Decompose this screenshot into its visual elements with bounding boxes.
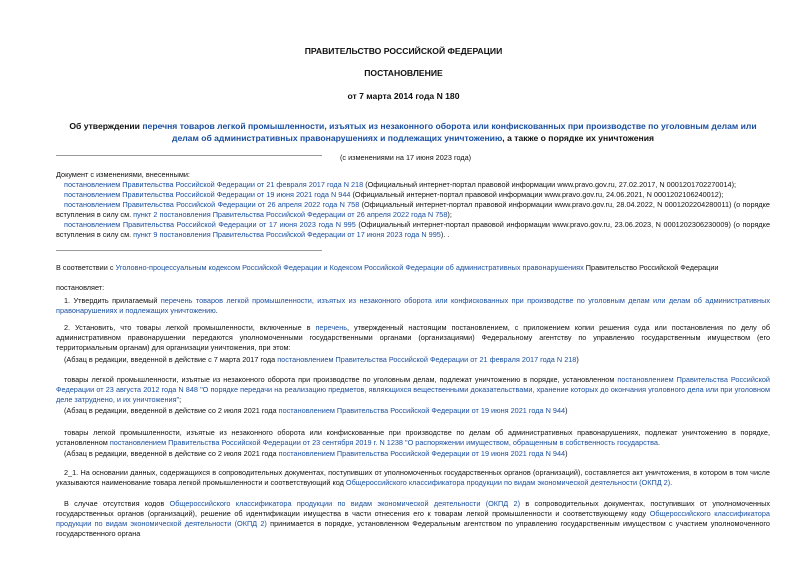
title-link[interactable]: перечня товаров легкой промышленности, изъятых из незаконного оборота или конфискованных при производстве по уголовным делам или делам об административных правонарушениях и подлежащих уничтожению: [142, 121, 757, 144]
paragraph-2-1: 2_1. На основании данных, содержащихся в сопроводительных документах, поступивших от уполномоченных государственных органов (организаций), составляется акт уничтожения, в котором в том числе указываются наименование товара легкой промышленности и соответствующий код Общероссийского классификатора продукции по видам экономической деятельности (ОКПД 2).: [56, 468, 770, 488]
title-prefix: Об утверждении: [69, 121, 143, 131]
amendment-link[interactable]: постановлением Правительства Российской Федерации от 19 июня 2021 года N 944: [64, 190, 351, 200]
amendments-intro: Документ с изменениями, внесенными:: [56, 170, 190, 179]
paragraph-3: товары легкой промышленности, изъятые из незаконного оборота при производстве по уголовным делам, подлежат уничтожению в порядке, установленном постановлением Правительства Российской Федерации от 23 августа 2012 года N 848 "О порядке передачи на реализацию предметов, являющихся вещественными доказательствами, хранение которых до окончания уголовного дела или при уголовном деле затруднено, и их уничтожения";: [56, 375, 770, 405]
amendments-list: [56, 170, 770, 240]
list-link[interactable]: перечень товаров легкой промышленности, изъятых из незаконного оборота или конфискованных при производстве по уголовным делам или делам об административных правонарушениях и подлежащих уничтожению: [56, 296, 770, 316]
paragraph-1: 1. Утвердить прилагаемый перечень товаров легкой промышленности, изъятых из незаконного оборота или конфискованных при производстве по уголовным делам или делам об административных правонарушениях и подлежащих уничтожению.: [56, 296, 770, 316]
amendment-item: постановлением Правительства Российской Федерации от 17 июня 2023 года N 995 (Официальный интернет-портал правовой информации www.pravo.gov.ru, 23.06.2023, N 0001202306230009) (о порядке вступления в силу см. пункт 9 постановления Правительства Российской Федерации от 17 июня 2023 года N 995). .: [56, 220, 771, 240]
amendment-link[interactable]: пункт 2 постановления Правительства Российской Федерации от 26 апреля 2022 года N 758: [133, 210, 448, 220]
okpd-link[interactable]: Общероссийского классификатора продукции по видам экономической деятельности (ОКПД 2): [56, 509, 770, 529]
amendment-item: постановлением Правительства Российской Федерации от 19 июня 2021 года N 944 (Официальный интернет-портал правовой информации www.pravo.gov.ru, 24.06.2021, N 0001202106240012);: [64, 190, 724, 200]
list-link[interactable]: перечень: [315, 323, 348, 332]
paragraph-2: 2. Установить, что товары легкой промышленности, включенные в перечень, утвержденный настоящим постановлением, с приложением копии решения суда или постановления по делу об административном правонарушении передаются уполномоченными государственными органами (организациями) Федеральному агентству по управлению государственным имуществом (его территориальным органам) для организации уничтожения, при этом:: [56, 323, 771, 353]
decree-word: постановляет:: [56, 283, 105, 292]
date-number-heading: от 7 марта 2014 года N 180: [347, 91, 460, 101]
paragraph-okpd: В случае отсутствия кодов Общероссийского классификатора продукции по видам экономической деятельности (ОКПД 2) в сопроводительных документах, поступивших от уполномоченных государственных органов (организаций), решение об идентификации имущества в части отнесения его к товарам легкой промышленности и соответствующему коду Общероссийского классификатора продукции по видам экономической деятельности (ОКПД 2) принимается в порядке, установленном Федеральным агентством по управлению государственным имуществом с участием уполномоченного государственного органа: [56, 499, 770, 539]
decree-link[interactable]: постановлением Правительства Российской Федерации от 23 августа 2012 года N 848 "О порядке передачи на реализацию предметов, являющихся вещественными доказательствами, хранение которых до окончания уголовного дела или при уголовном деле затруднено, и их уничтожения": [56, 375, 770, 405]
edition-link[interactable]: постановлением Правительства Российской Федерации от 21 февраля 2017 года N 218: [277, 355, 577, 364]
revision-note: (с изменениями на 17 июня 2023 года): [340, 153, 472, 162]
edition-link[interactable]: постановлением Правительства Российской Федерации от 19 июня 2021 года N 944: [278, 449, 566, 458]
paragraph-4: товары легкой промышленности, изъятые из незаконного оборота или конфискованные при производстве по делам об административных правонарушениях, подлежат уничтожению в порядке, установленном постановлением Правительства Российской Федерации от 23 сентября 2019 г. N 1238 "О распоряжении имуществом, обращенным в собственность государства.: [56, 428, 770, 448]
title-suffix: , а также о порядке их уничтожения: [502, 133, 654, 144]
document-title: [56, 120, 770, 145]
amendment-link[interactable]: постановлением Правительства Российской Федерации от 26 апреля 2022 года N 758: [64, 200, 360, 210]
edition-link[interactable]: постановлением Правительства Российской Федерации от 19 июня 2021 года N 944: [278, 406, 566, 415]
amendment-link[interactable]: пункт 9 постановления Правительства Российской Федерации от 17 июня 2023 года N 995: [133, 230, 441, 240]
decree-link[interactable]: постановлением Правительства Российской Федерации от 23 сентября 2019 г. N 1238 "О распоряжении имуществом, обращенным в собственность государства: [109, 438, 658, 448]
amendment-item: постановлением Правительства Российской Федерации от 21 февраля 2017 года N 218 (Официальный интернет-портал правовой информации www.pravo.gov.ru, 27.02.2017, N 0001201702270014);: [64, 180, 737, 190]
okpd-link[interactable]: Общероссийского классификатора продукции по видам экономической деятельности (ОКПД 2): [345, 478, 671, 488]
edition-note: (Абзац в редакции, введенной в действие с 7 марта 2017 года постановлением Правительства Российской Федерации от 21 февраля 2017 года N 218): [64, 355, 579, 364]
amendment-link[interactable]: постановлением Правительства Российской Федерации от 21 февраля 2017 года N 218: [64, 180, 364, 190]
okpd-link[interactable]: Общероссийского классификатора продукции по видам экономической деятельности (ОКПД 2): [169, 499, 521, 508]
divider-bottom: [56, 250, 322, 251]
amendment-link[interactable]: постановлением Правительства Российской Федерации от 17 июня 2023 года N 995: [64, 220, 356, 230]
preamble-link[interactable]: Уголовно-процессуальным кодексом Российской Федерации и Кодексом Российской Федерации об административных правонарушениях: [115, 263, 584, 272]
document-type-heading: ПОСТАНОВЛЕНИЕ: [364, 68, 443, 78]
edition-note: (Абзац в редакции, введенной в действие со 2 июля 2021 года постановлением Правительства Российской Федерации от 19 июня 2021 года N 944): [64, 406, 568, 415]
preamble: В соответствии с Уголовно-процессуальным кодексом Российской Федерации и Кодексом Российской Федерации об административных правонарушениях Правительство Российской Федерации: [56, 263, 719, 272]
divider-top: [56, 155, 322, 156]
government-heading: ПРАВИТЕЛЬСТВО РОССИЙСКОЙ ФЕДЕРАЦИИ: [304, 46, 503, 56]
amendment-item: постановлением Правительства Российской Федерации от 26 апреля 2022 года N 758 (Официальный интернет-портал правовой информации www.pravo.gov.ru, 28.04.2022, N 0001202204280011) (о порядке вступления в силу см. пункт 2 постановления Правительства Российской Федерации от 26 апреля 2022 года N 758);: [56, 200, 770, 220]
edition-note: (Абзац в редакции, введенной в действие со 2 июля 2021 года постановлением Правительства Российской Федерации от 19 июня 2021 года N 944): [64, 449, 568, 458]
